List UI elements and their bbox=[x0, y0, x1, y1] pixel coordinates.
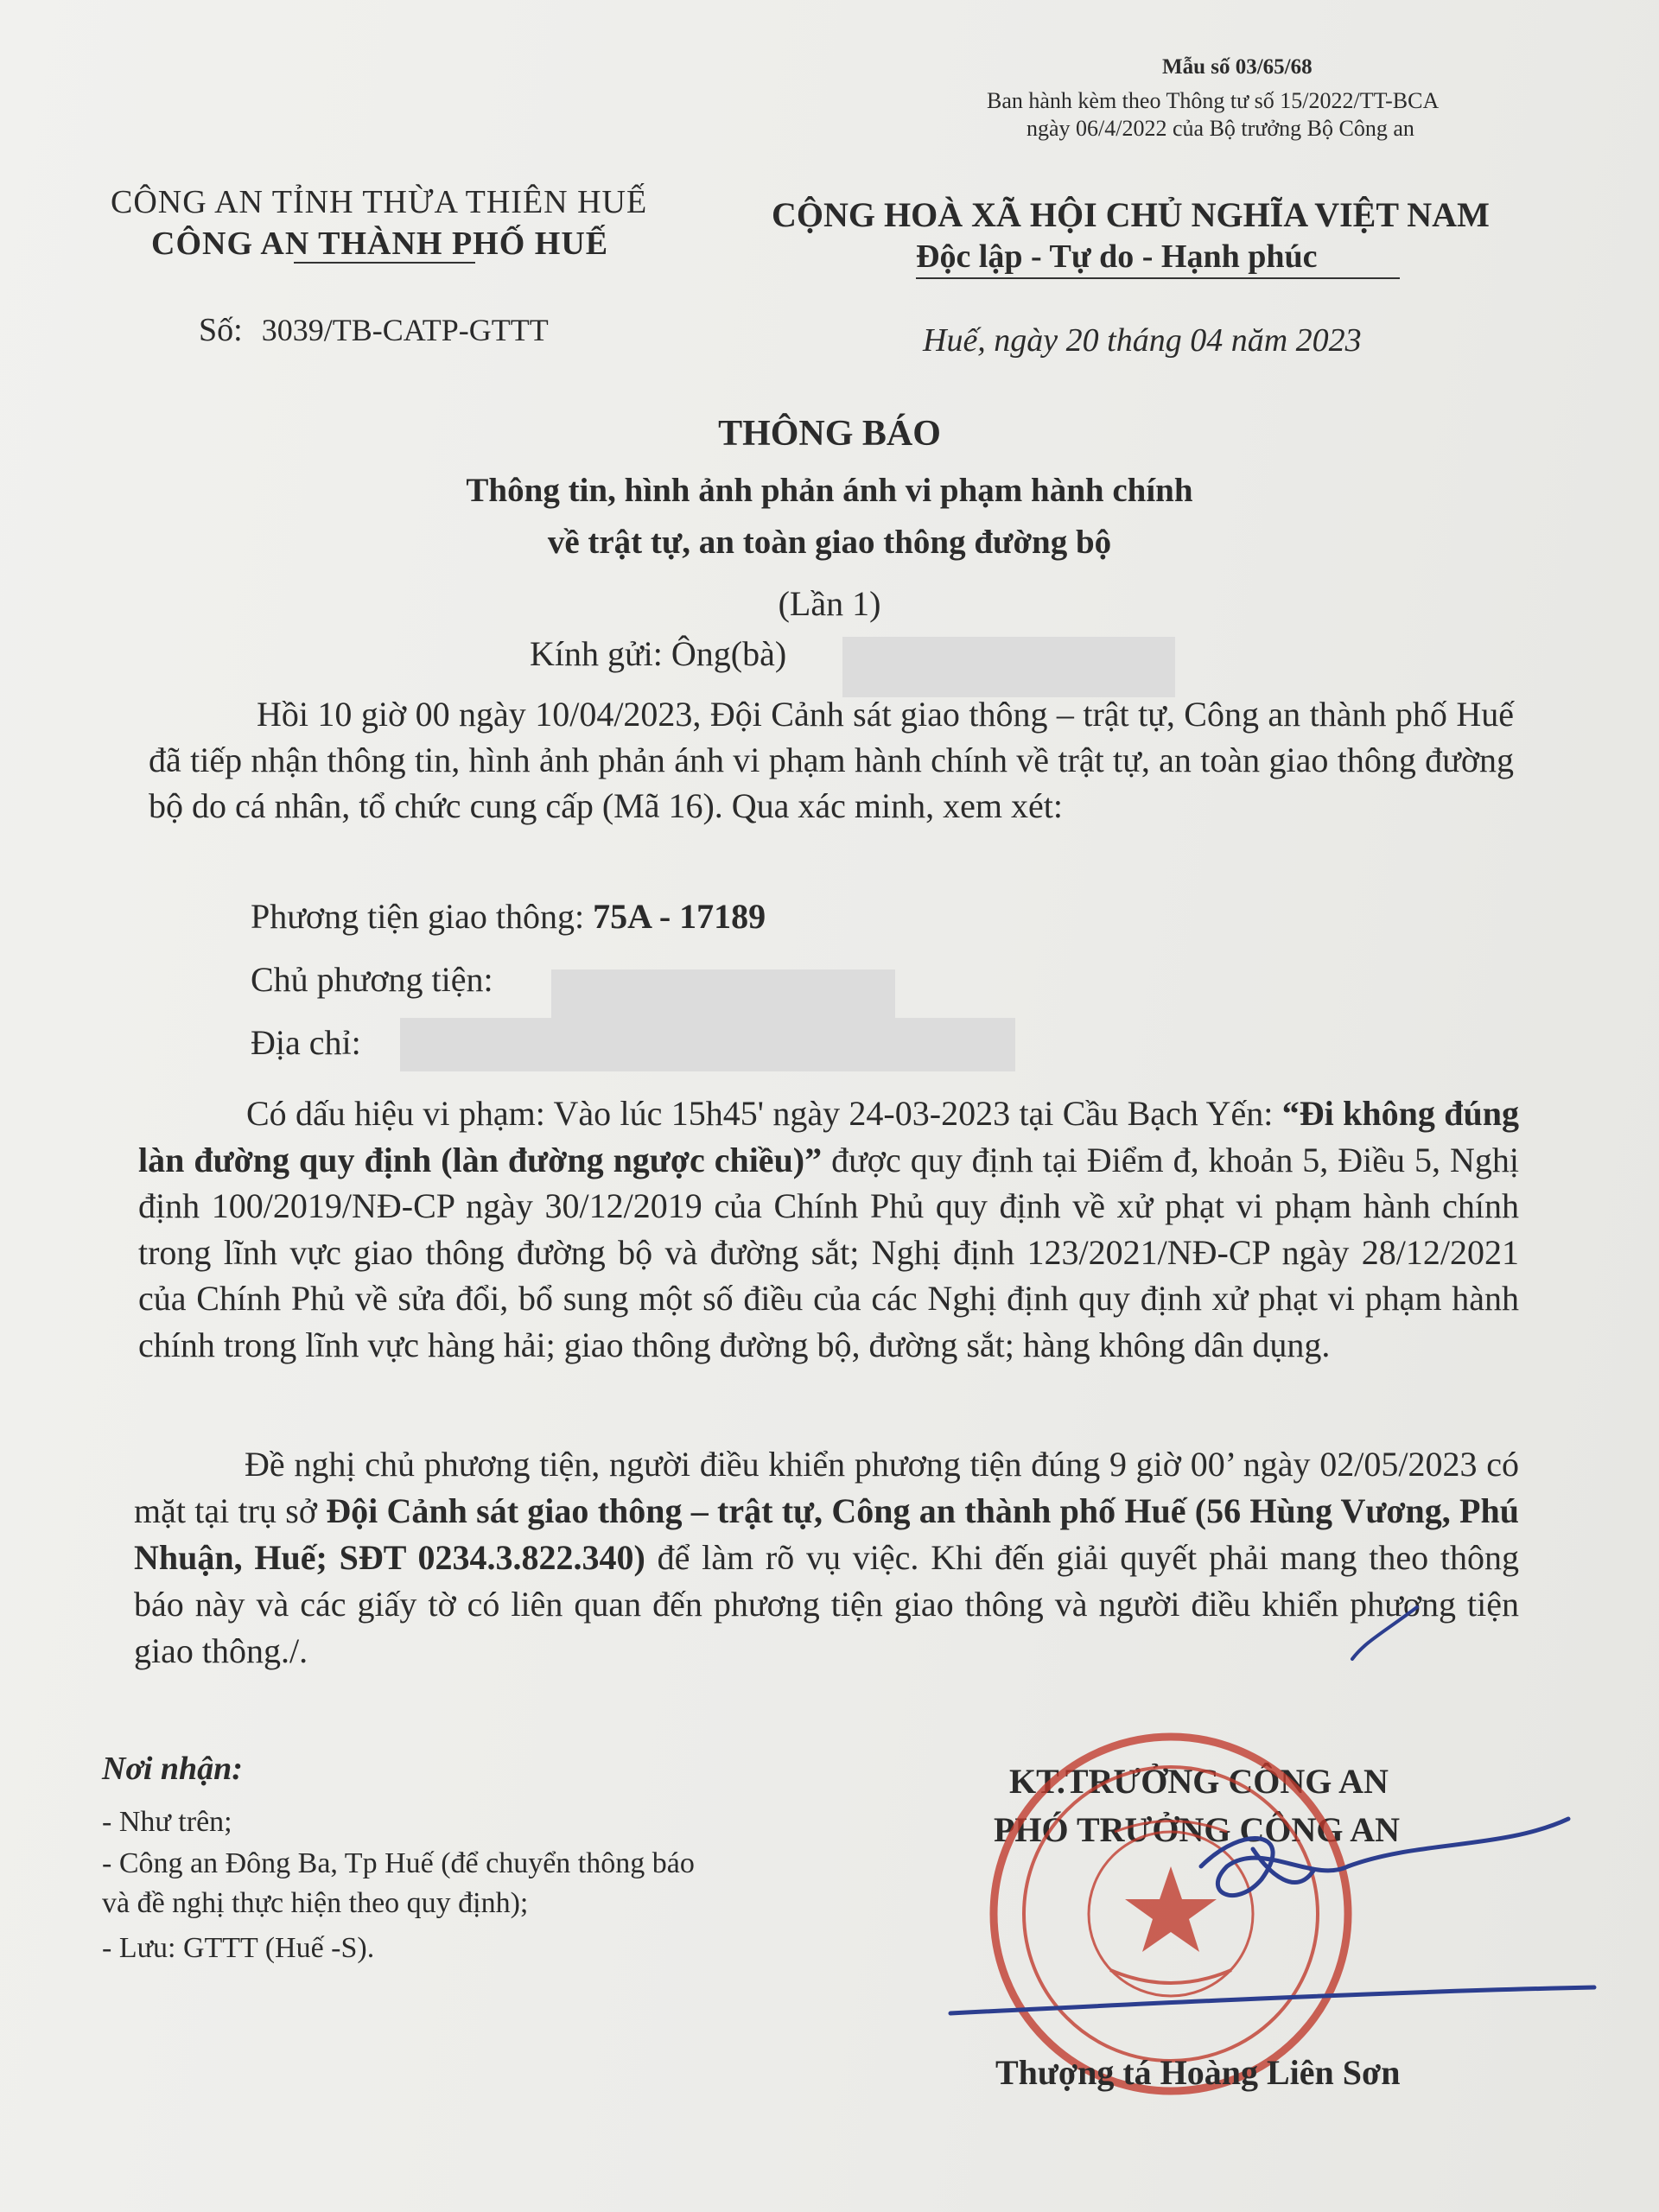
seal-star-icon bbox=[1125, 1866, 1217, 1952]
violation-intro: Có dấu hiệu vi phạm: Vào lúc 15h45' ngày 24-03-2023 tại Cầu Bạch Yến: bbox=[246, 1094, 1274, 1133]
signature-title-line1: KT.TRƯỞNG CÔNG AN bbox=[1009, 1762, 1389, 1801]
vehicle-plate: 75A - 17189 bbox=[593, 897, 766, 936]
document-number-label: Số: bbox=[199, 312, 243, 348]
form-number: Mẫu số 03/65/68 bbox=[1162, 55, 1313, 79]
form-basis-line2: ngày 06/4/2022 của Bộ trưởng Bộ Công an bbox=[1027, 116, 1414, 141]
request-place: Đội Cảnh sát giao thông – trật tự, Công an thành phố Huế (56 Hùng Vương, Phú Nhuận, Huế; SĐT 0234.3.822.340) bbox=[134, 1491, 1519, 1577]
recipients-item: - Lưu: GTTT (Huế -S). bbox=[102, 1932, 375, 1964]
issuing-agency: CÔNG AN TỈNH THỪA THIÊN HUẾ bbox=[111, 184, 648, 220]
issuing-unit: CÔNG AN THÀNH PHỐ HUẾ bbox=[151, 226, 609, 262]
national-motto: Độc lập - Tự do - Hạnh phúc bbox=[916, 238, 1318, 275]
document-title: THÔNG BÁO bbox=[718, 414, 941, 454]
signature-title-line2: PHÓ TRƯỞNG CÔNG AN bbox=[994, 1810, 1401, 1849]
notice-times: (Lần 1) bbox=[778, 584, 881, 623]
recipients-item: và đề nghị thực hiện theo quy định); bbox=[102, 1887, 529, 1919]
request-start: Đề nghị chủ phương tiện, người điều khiển phương tiện đúng 9 giờ 00’ ngày 02/05/2023 có mặt tại trụ sở bbox=[134, 1445, 1519, 1530]
recipients-title: Nơi nhận: bbox=[102, 1751, 243, 1787]
recipient-label: Kính gửi: Ông(bà) bbox=[530, 634, 787, 673]
owner-label: Chủ phương tiện: bbox=[251, 960, 493, 999]
violation-name: “Đi không đúng làn đường quy định (làn đường ngược chiều)” bbox=[138, 1094, 1520, 1179]
recipients-item: - Công an Đông Ba, Tp Huế (để chuyển thông báo bbox=[102, 1847, 695, 1879]
closing-mark bbox=[1352, 1607, 1417, 1659]
recipients-item: - Như trên; bbox=[102, 1806, 232, 1838]
address-label: Địa chỉ: bbox=[251, 1023, 361, 1062]
vehicle-label: Phương tiện giao thông: bbox=[251, 897, 585, 936]
signer-name: Thượng tá Hoàng Liên Sơn bbox=[995, 2053, 1401, 2092]
handwritten-signature bbox=[950, 1819, 1594, 2013]
intro-paragraph: Hồi 10 giờ 00 ngày 10/04/2023, Đội Cảnh sát giao thông – trật tự, Công an thành phố Huế đã tiếp nhận thông tin, hình ảnh phản ánh vi phạm hành chính về trật tự, an toàn giao thông đường bộ do cá nhân, tổ chức cung cấp (Mã 16). Qua xác minh, xem xét: bbox=[149, 695, 1514, 825]
violation-legal-basis: được quy định tại Điểm đ, khoản 5, Điều 5, Nghị định 100/2019/NĐ-CP ngày 30/12/2019 của Chính Phủ quy định về xử phạt vi phạm hành chính trong lĩnh vực giao thông đường bộ và đường sắt; Nghị định 123/2021/NĐ-CP ngày 28/12/2021 của Chính Phủ về sửa đổi, bổ sung một số điều của các Nghị định quy định xử phạt vi phạm hành chính trong lĩnh vực hàng hải; giao thông đường bộ, đường sắt; hàng không dân dụng. bbox=[138, 1140, 1519, 1364]
form-basis-line1: Ban hành kèm theo Thông tư số 15/2022/TT-BCA bbox=[987, 88, 1440, 113]
document-subtitle-line2: về trật tự, an toàn giao thông đường bộ bbox=[547, 524, 1112, 561]
document-subtitle-line1: Thông tin, hình ảnh phản ánh vi phạm hành chính bbox=[466, 472, 1193, 509]
document-number-value: 3039/TB-CATP-GTTT bbox=[261, 313, 549, 347]
place-date: Huế, ngày 20 tháng 04 năm 2023 bbox=[923, 322, 1362, 359]
official-seal-stamp bbox=[994, 1737, 1348, 2091]
country-name: CỘNG HOÀ XÃ HỘI CHỦ NGHĨA VIỆT NAM bbox=[772, 195, 1490, 234]
request-end: để làm rõ vụ việc. Khi đến giải quyết phải mang theo thông báo này và các giấy tờ có liên quan đến phương tiện giao thông và người điều khiển phương tiện giao thông./. bbox=[134, 1538, 1520, 1670]
